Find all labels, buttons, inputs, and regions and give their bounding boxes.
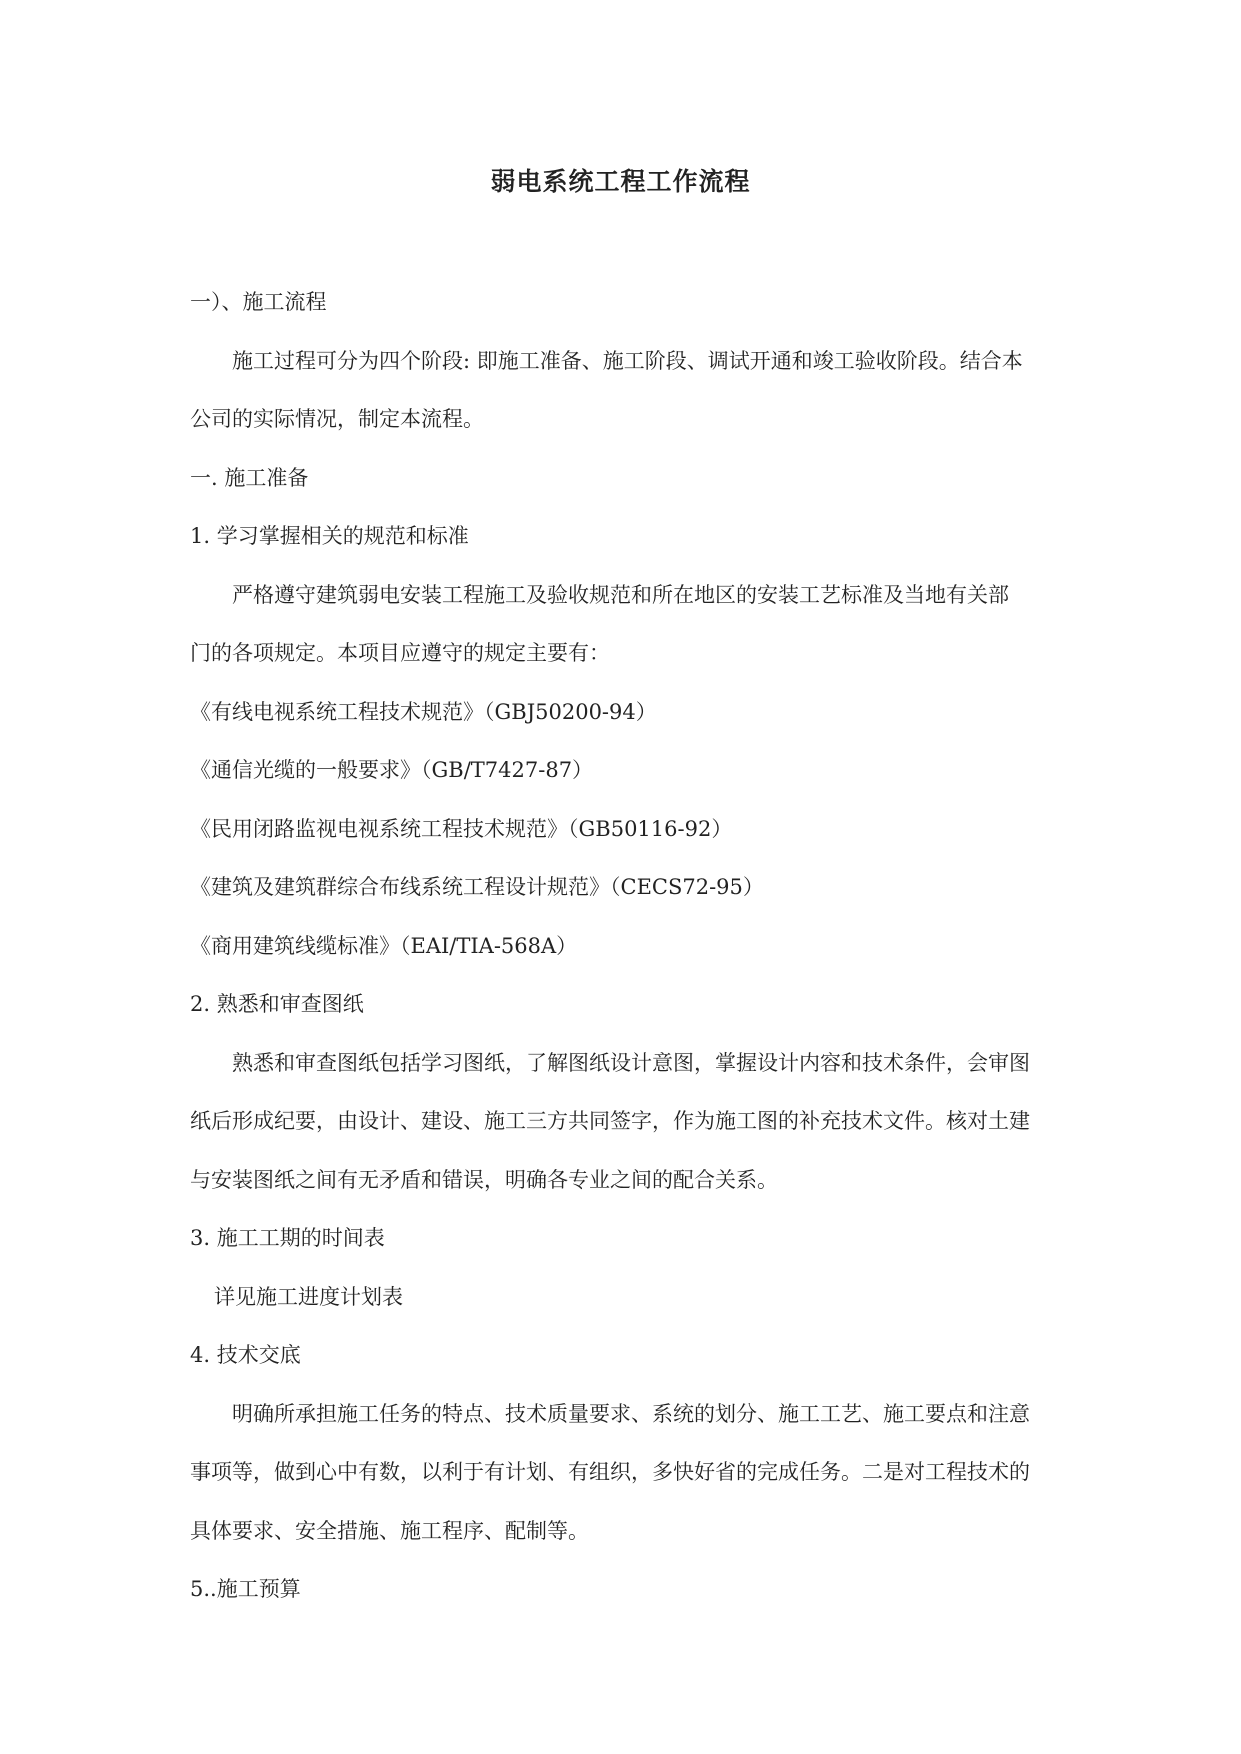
section-heading-construction-process: 一）、施工流程 xyxy=(190,290,327,314)
paragraph-line: 施工过程可分为四个阶段: 即施工准备、施工阶段、调试开通和竣工验收阶段。结合本 xyxy=(232,348,1023,373)
document-title: 弱电系统工程工作流程 xyxy=(490,167,751,196)
subheading-standards: 1. 学习掌握相关的规范和标准 xyxy=(190,524,469,548)
paragraph-line: 严格遵守建筑弱电安装工程施工及验收规范和所在地区的安装工艺标准及当地有关部 xyxy=(232,582,1009,607)
paragraph-line: 熟悉和审查图纸包括学习图纸，了解图纸设计意图，掌握设计内容和技术条件，会审图 xyxy=(232,1050,1030,1075)
paragraph-line: 事项等，做到心中有数，以利于有计划、有组织，多快好省的完成任务。二是对工程技术的 xyxy=(190,1460,1030,1484)
standard-reference: 《商用建筑线缆标准》（EAI/TIA-568A） xyxy=(190,933,578,958)
paragraph-line: 明确所承担施工任务的特点、技术质量要求、系统的划分、施工工艺、施工要点和注意 xyxy=(232,1401,1030,1426)
subheading-drawings: 2. 熟悉和审查图纸 xyxy=(190,992,364,1016)
standard-reference: 《建筑及建筑群综合布线系统工程设计规范》（CECS72-95） xyxy=(190,875,764,899)
section-heading-preparation: 一. 施工准备 xyxy=(190,465,309,490)
paragraph-line: 纸后形成纪要，由设计、建设、施工三方共同签字，作为施工图的补充技术文件。核对土建 xyxy=(190,1109,1030,1133)
standard-reference: 《通信光缆的一般要求》（GB/T7427-87） xyxy=(190,758,594,782)
paragraph-line: 公司的实际情况，制定本流程。 xyxy=(190,407,484,431)
paragraph-line: 门的各项规定。本项目应遵守的规定主要有： xyxy=(190,641,610,665)
standard-reference: 《有线电视系统工程技术规范》（GBJ50200-94） xyxy=(190,699,657,724)
paragraph-line: 与安装图纸之间有无矛盾和错误，明确各专业之间的配合关系。 xyxy=(190,1167,778,1192)
paragraph-line: 详见施工进度计划表 xyxy=(214,1284,403,1309)
standard-reference: 《民用闭路监视电视系统工程技术规范》（GB50116-92） xyxy=(190,816,733,841)
document-body xyxy=(190,273,1060,1619)
subheading-budget: 5..施工预算 xyxy=(190,1577,301,1601)
subheading-technical-briefing: 4. 技术交底 xyxy=(190,1343,301,1367)
subheading-schedule: 3. 施工工期的时间表 xyxy=(190,1226,385,1250)
paragraph-line: 具体要求、安全措施、施工程序、配制等。 xyxy=(190,1518,589,1543)
